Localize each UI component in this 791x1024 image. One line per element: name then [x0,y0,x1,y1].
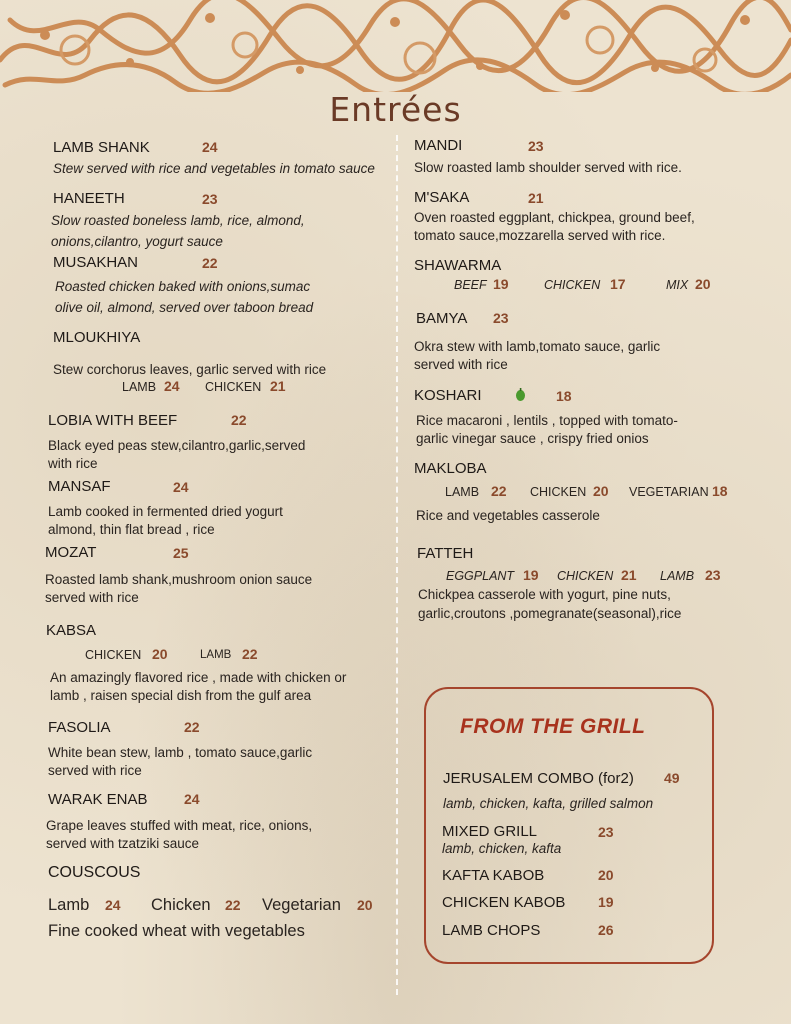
item-description: with rice [48,456,98,471]
item-name: KOSHARI [414,387,482,404]
item-name: WARAK ENAB [48,791,148,808]
option-label: CHICKEN [557,569,614,583]
column-divider [396,135,398,995]
item-price: 26 [598,922,614,938]
item-description: Rice and vegetables casserole [416,508,600,523]
option-price: 20 [695,276,711,292]
item-name: MOZAT [45,544,97,561]
item-name: HANEETH [53,190,125,207]
option-price: 24 [164,378,180,394]
item-description: Stew served with rice and vegetables in tomato sauce [53,161,375,176]
item-name: SHAWARMA [414,257,502,274]
item-name: MIXED GRILL [442,823,538,840]
option-price: 23 [705,567,721,583]
item-description: garlic vinegar sauce , crispy fried onios [416,431,649,446]
item-price: 23 [528,138,544,154]
item-description: Chickpea casserole with yogurt, pine nuts, [418,587,671,602]
option-label: LAMB [200,649,232,661]
item-description: An amazingly flavored rice , made with chicken or [50,670,347,685]
item-price: 22 [231,412,247,428]
option-label: LAMB [445,485,480,499]
item-price: 23 [598,824,614,840]
item-description: Rice macaroni , lentils , topped with tomato- [416,413,678,428]
item-name: MLOUKHIYA [53,329,141,346]
item-price: 18 [556,388,572,404]
option-label: EGGPLANT [446,569,515,583]
item-description: garlic,croutons ,pomegranate(seasonal),rice [418,606,682,621]
option-label: VEGETARIAN [629,485,709,499]
spicy-pepper-icon [515,388,526,401]
item-name: KAFTA KABOB [442,867,545,884]
item-description: almond, thin flat bread , rice [48,522,215,537]
item-name: FASOLIA [48,719,111,736]
calligraphy-banner [0,0,791,92]
option-price: 21 [621,567,637,583]
option-label: BEEF [454,278,487,292]
option-label: CHICKEN [85,648,142,662]
item-price: 21 [528,190,544,206]
item-name: CHICKEN KABOB [442,894,566,911]
option-price: 20 [152,646,168,662]
grill-section-title: FROM THE GRILL [460,715,646,738]
option-label: MIX [666,278,689,292]
option-price: 18 [712,483,728,499]
option-label: LAMB [660,569,695,583]
item-description: White bean stew, lamb , tomato sauce,garlic [48,745,313,760]
item-name: LAMB CHOPS [442,922,541,939]
item-name: MAKLOBA [414,460,487,477]
item-name: M'SAKA [414,189,470,206]
item-price: 24 [202,139,218,155]
item-name: LAMB SHANK [53,139,150,156]
item-name: COUSCOUS [48,864,141,881]
item-description: Slow roasted boneless lamb, rice, almond, [51,213,305,228]
option-price: 20 [357,897,373,913]
item-price: 22 [202,255,218,271]
item-description: Grape leaves stuffed with meat, rice, onions, [46,818,313,833]
option-label: CHICKEN [544,278,601,292]
page-title: Entrées [329,90,462,129]
item-description: served with tzatziki sauce [46,836,200,851]
item-description: Black eyed peas stew,cilantro,garlic,served [48,438,306,453]
item-price: 19 [598,894,614,910]
option-price: 21 [270,378,286,394]
item-description: Roasted lamb shank,mushroom onion sauce [45,572,313,587]
option-price: 24 [105,897,121,913]
option-label: Chicken [151,896,211,914]
option-price: 22 [225,897,241,913]
item-name: JERUSALEM COMBO (for2) [443,770,634,787]
item-description: Stew corchorus leaves, garlic served with rice [53,362,327,377]
item-name: MANDI [414,137,463,154]
item-description: Lamb cooked in fermented dried yogurt [48,504,283,519]
item-description: Roasted chicken baked with onions,sumac [55,279,311,294]
item-description: served with rice [45,590,139,605]
option-label: Lamb [48,896,90,914]
option-price: 19 [493,276,509,292]
item-name: LOBIA WITH BEEF [48,412,178,429]
item-description: onions,cilantro, yogurt sauce [51,234,223,249]
option-label: Vegetarian [262,896,341,914]
item-description: Fine cooked wheat with vegetables [48,922,305,940]
option-price: 22 [491,483,507,499]
item-name: KABSA [46,622,97,639]
item-price: 20 [598,867,614,883]
item-description: served with rice [48,763,142,778]
option-label: CHICKEN [530,485,587,499]
item-price: 23 [202,191,218,207]
option-label: CHICKEN [205,380,262,394]
item-description: Slow roasted lamb shoulder served with rice. [414,160,682,175]
item-name: FATTEH [417,545,474,562]
item-description: served with rice [414,357,508,372]
item-description: Okra stew with lamb,tomato sauce, garlic [414,339,661,354]
item-price: 24 [173,479,189,495]
item-price: 23 [493,310,509,326]
option-label: LAMB [122,380,157,394]
item-price: 49 [664,770,680,786]
item-price: 22 [184,719,200,735]
option-price: 20 [593,483,609,499]
item-name: MUSAKHAN [53,254,139,271]
item-description: tomato sauce,mozzarella served with rice. [414,228,666,243]
item-description: lamb, chicken, kafta, grilled salmon [443,796,654,811]
item-name: BAMYA [416,310,468,327]
option-price: 17 [610,276,626,292]
item-price: 25 [173,545,189,561]
option-price: 22 [242,646,258,662]
item-description: olive oil, almond, served over taboon bread [55,300,314,315]
item-description: Oven roasted eggplant, chickpea, ground beef, [414,210,695,225]
item-price: 24 [184,791,200,807]
item-description: lamb, chicken, kafta [442,841,562,856]
item-name: MANSAF [48,478,111,495]
item-description: lamb , raisen special dish from the gulf area [50,688,312,703]
option-price: 19 [523,567,539,583]
